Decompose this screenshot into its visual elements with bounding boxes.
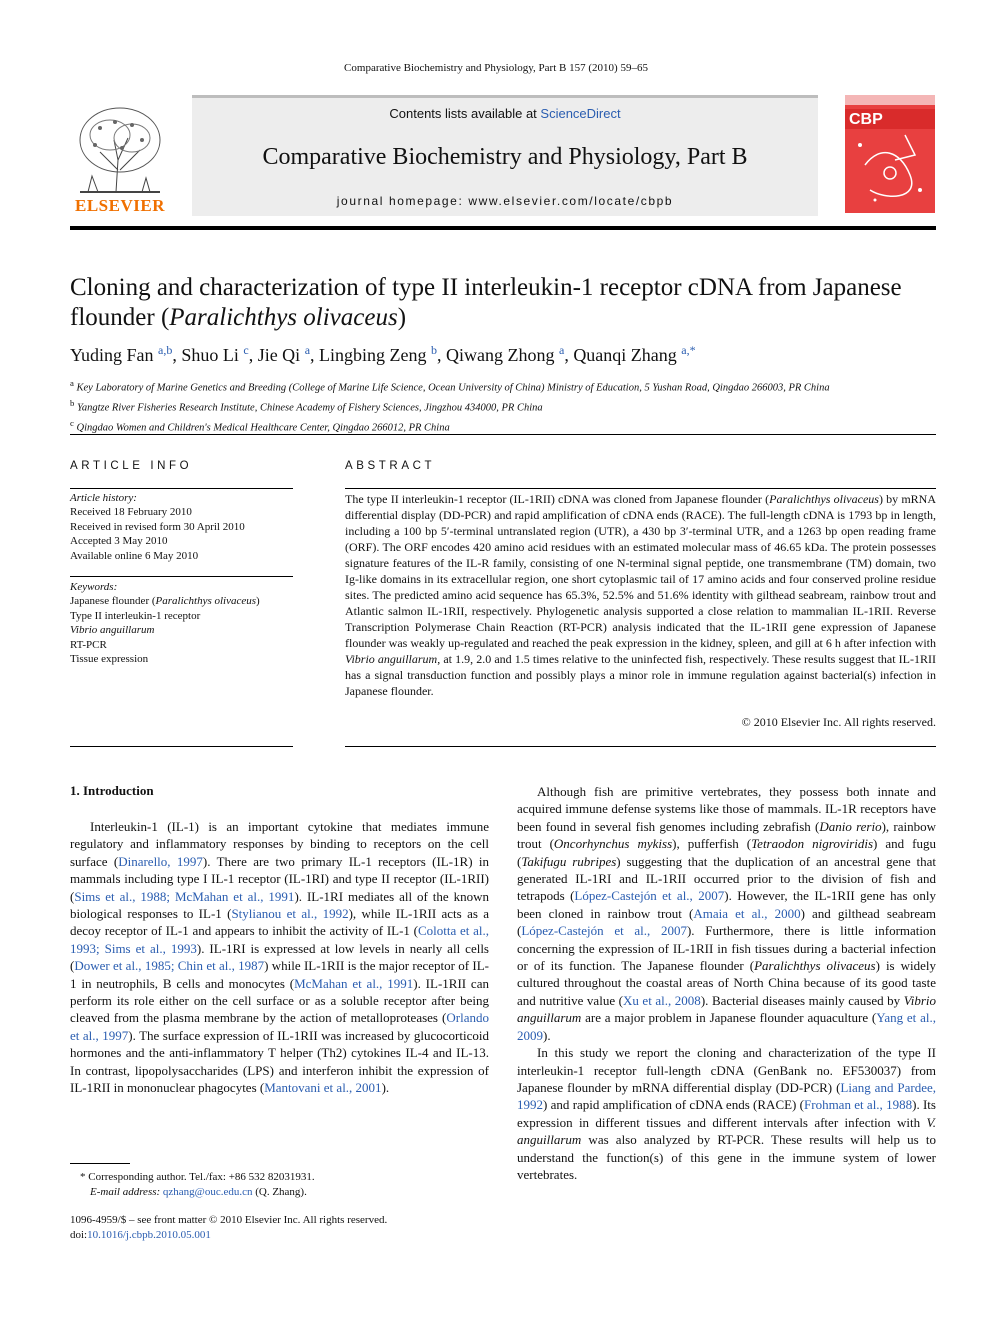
sciencedirect-link[interactable]: ScienceDirect xyxy=(540,106,621,121)
email-suffix: (Q. Zhang). xyxy=(252,1186,307,1198)
email-label: E-mail address: xyxy=(90,1186,163,1198)
keyword-species: Paralichthys olivaceus xyxy=(155,595,257,608)
keyword-text: Japanese flounder ( xyxy=(70,595,156,608)
corresponding-author-note xyxy=(80,1170,500,1200)
reference-link[interactable]: Yang et al., 2009 xyxy=(517,1010,936,1043)
abstract-text: , at 1.9, 2.0 and 1.5 times relative to the uninfected fish, respectively. These results suggest that IL-1RII has a signal transduction function and possibly plays a minor role in immune regulation against bacterial(s) infection in Japanese flounder. xyxy=(345,652,936,698)
corresponding-text: * Corresponding author. Tel./fax: +86 532 82031931. xyxy=(80,1171,315,1183)
affiliation-text: Key Laboratory of Marine Genetics and Breeding (College of Marine Life Science, Ocean University of China) Ministry of Education, 5 Yushan Road, Qingdao 266003, PR China xyxy=(76,382,830,394)
reference-link[interactable]: Xu et al., 2008 xyxy=(622,992,701,1008)
abstract-heading: ABSTRACT xyxy=(345,460,436,472)
affiliation-text: Yangtze River Fisheries Research Institute, Chinese Academy of Fishery Sciences, Jingzhou 434000, PR China xyxy=(77,402,543,414)
journal-name: Comparative Biochemistry and Physiology, Part B xyxy=(262,144,748,170)
author-name: Jie Qi xyxy=(257,345,301,365)
keywords xyxy=(70,580,293,666)
keywords-rule xyxy=(70,576,293,577)
keyword-text: ) xyxy=(256,595,260,608)
homepage-link[interactable]: www.elsevier.com/locate/cbpb xyxy=(468,194,674,208)
keyword: Vibrio anguillarum xyxy=(70,624,155,637)
author-affil[interactable]: b xyxy=(431,343,437,357)
affiliation-key: a xyxy=(70,378,74,388)
author-affil[interactable]: a,* xyxy=(681,343,696,357)
paragraph: Although fish are primitive vertebrates, they possess both innate and acquired immune defense systems like those of mammals. IL-1R receptors have been found in several fish genomes including zebrafish (Danio rerio), rainbow trout (Oncorhynchus mykiss), pufferfish (Tetraodon nigroviridis) and fugu (Takifugu rubripes) suggesting that the duplication of an ancestral gene that generated IL-1RI and IL-1RII occurred prior to the division of fish and tetrapods (López-Castejón et al., 2007). However, the IL-1RII gene has only been cloned in rainbow trout (Amaia et al., 2000) and gilthead seabream (López-Castejón et al., 2007). Furthermore, there is little information concerning the expression of IL-1RII in fish tissues during a bacterial infection or of its function. The Japanese flounder (Paralichthys olivaceus) is widely cultured throughout the coastal areas of North China because of its good taste and nutritive value (Xu et al., 2008). Bacterial diseases mainly caused by Vibrio anguillarum are a major problem in Japanese flounder aquaculture (Yang et al., 2009). xyxy=(517,784,937,1043)
author-list: Yuding Fan $^{a,b}$, Shuo Li $^c$, Jie Qi $^a$, Lingbing Zeng $^b$, Qiwang Zhong $^a$, Quanqi Zhang $^{a,*}$ xyxy=(70,343,696,365)
affiliation xyxy=(70,376,936,396)
affiliation-key: c xyxy=(70,418,74,428)
reference-link[interactable]: Dinarello, 1997 xyxy=(118,853,203,869)
affiliation xyxy=(70,416,936,436)
title-species: Paralichthys olivaceus xyxy=(169,304,398,331)
abstract-body xyxy=(345,491,936,699)
reference-link[interactable]: McMahan et al., 1991 xyxy=(294,975,414,991)
doi-line xyxy=(70,1228,510,1243)
affiliations xyxy=(70,376,936,436)
doi-label: doi: xyxy=(70,1229,88,1241)
affiliation xyxy=(70,396,936,416)
article-info-bottom-rule xyxy=(70,746,293,747)
front-matter xyxy=(70,1213,510,1243)
body-column-left xyxy=(70,818,489,1097)
journal-homepage xyxy=(192,194,818,208)
article-info-rule xyxy=(70,488,293,489)
affiliation-rule xyxy=(70,434,936,435)
issn-line: 1096-4959/$ – see front matter © 2010 Elsevier Inc. All rights reserved. xyxy=(70,1214,388,1226)
reference-link[interactable]: Sims et al., 1988; McMahan et al., 1991 xyxy=(74,888,295,904)
reference-link[interactable]: Orlando et al., 1997 xyxy=(70,1010,489,1043)
article-info-heading: ARTICLE INFO xyxy=(70,460,193,472)
affiliation-key: b xyxy=(70,398,75,408)
abstract-bottom-rule xyxy=(345,746,936,747)
reference-link[interactable]: López-Castejón et al., 2007 xyxy=(574,888,725,904)
contents-line xyxy=(192,106,818,121)
footnote-rule xyxy=(70,1163,130,1164)
author-name: Lingbing Zeng xyxy=(319,345,427,365)
reference-link[interactable]: Dower et al., 1985; Chin et al., 1987 xyxy=(74,958,265,974)
abstract-species: Vibrio anguillarum xyxy=(345,652,438,666)
author-name: Quanqi Zhang xyxy=(573,345,677,365)
doi-link[interactable]: 10.1016/j.cbpb.2010.05.001 xyxy=(87,1229,211,1241)
keyword: Type II interleukin-1 receptor xyxy=(70,609,201,622)
title-text-2: ) xyxy=(397,304,407,331)
affiliation-text: Qingdao Women and Children's Medical Healthcare Center, Qingdao 266012, PR China xyxy=(76,422,450,434)
homepage-prefix: journal homepage: xyxy=(336,194,469,208)
keyword: RT-PCR xyxy=(70,638,107,651)
history-item: Received 18 February 2010 xyxy=(70,506,192,519)
journal-banner xyxy=(192,95,818,216)
email-link[interactable]: qzhang@ouc.edu.cn xyxy=(162,1186,253,1198)
keywords-label: Keywords: xyxy=(70,581,118,593)
reference-link[interactable]: Amaia et al., 2000 xyxy=(693,905,801,921)
paragraph: Interleukin-1 (IL-1) is an important cytokine that mediates immune regulatory and inflammatory responses by binding to receptors on the cell surface (Dinarello, 1997). There are two primary IL-1 receptors (IL-1R) in mammals including type I IL-1 receptor (IL-1RI) and type II receptor (IL-1RII) (Sims et al., 1988; McMahan et al., 1991). IL-1RI mediates all of the known biological responses to IL-1 (Stylianou et al., 1992), while IL-1RII acts as a decoy receptor of IL-1 and appears to inhibit the activity of IL-1 (Colotta et al., 1993; Sims et al., 1993). IL-1RI is expressed at low levels in nearly all cells (Dower et al., 1985; Chin et al., 1987) while IL-1RII is the major receptor of IL-1 in neutrophils, B cells and monocytes (McMahan et al., 1991). IL-1RII can perform its role either on the cell surface or as a soluble receptor after being cleaved from the plasma membrane by the action of metalloproteases (Orlando et al., 1997). The surface expression of IL-1RII was increased by glucocorticoid hormones and the anti-inflammatory T helper (Th2) cytokines IL-4 and IL-13. In contrast, lipopolysaccharides (LPS) and interferon inhibit the expression of IL-1RII in mononuclear phagocytes (Mantovani et al., 2001). xyxy=(70,819,490,1096)
reference-link[interactable]: López-Castejón et al., 2007 xyxy=(521,923,687,939)
article-history xyxy=(70,491,293,563)
email-line xyxy=(80,1185,500,1200)
keyword: Tissue expression xyxy=(70,653,149,666)
abstract-text: The type II interleukin-1 receptor (IL-1RII) cDNA was cloned from Japanese flounder ( xyxy=(345,492,770,506)
journal-cover-image xyxy=(845,95,935,213)
abstract-text: ) by mRNA differential display (DD-PCR) and rapid amplification of cDNA ends (RACE). The full-length cDNA is 1793 bp in length, including a 100 bp 5′-terminal untranslated region (UTR), a 430 bp 3′-terminal UTR, and a 1263 bp open reading frame (ORF). The ORF encodes 420 amino acid residues with an estimated molecular mass of 46.65 kDa. The protein possesses signature features of the IL-R family, consisting of one N-terminal signal peptide, one transmembrane (TM) domain, two Ig-like domains in its extracellular region, one short cytoplasmic tail of 17 amino acids and four conserved proline residue sites. The predicted amino acid sequence has 65.3%, 52.5% and 51.6% identity with gilthead seabream, rainbow trout and Atlantic salmon IL-1RII, respectively. Phylogenetic analysis supported a close relation to mammalian IL-1RII. Reverse Transcription Polymerase Chain Reaction (RT-PCR) analysis indicated that the IL-1RII gene expression of Japanese flounder was weakly up-regulated and reached the peak expression in the kidney, spleen, and gill at 6 h after infection with xyxy=(345,492,936,650)
reference-link[interactable]: Mantovani et al., 2001 xyxy=(264,1080,382,1096)
history-item: Received in revised form 30 April 2010 xyxy=(70,520,245,533)
author-affil[interactable]: a xyxy=(558,343,565,357)
section-heading-introduction: 1. Introduction xyxy=(70,783,154,798)
abstract-species: Paralichthys olivaceus xyxy=(769,492,879,506)
reference-link[interactable]: Stylianou et al., 1992 xyxy=(231,906,349,922)
author-name: Yuding Fan xyxy=(70,345,154,365)
author-name: Qiwang Zhong xyxy=(446,345,555,365)
author-affil[interactable]: c xyxy=(243,343,249,357)
author-affil[interactable]: a,b xyxy=(158,343,173,357)
title-text-1: Cloning and characterization of type II interleukin-1 receptor cDNA from Japanese flounder ( xyxy=(70,274,902,331)
reference-link[interactable]: Liang and Pardee, 1992 xyxy=(517,1079,937,1113)
header-rule xyxy=(70,226,936,230)
abstract-rule xyxy=(345,488,936,489)
contents-prefix: Contents lists available at xyxy=(389,106,541,121)
cover-label: CBP xyxy=(849,111,883,128)
author-name: Shuo Li xyxy=(181,345,239,365)
author-affil[interactable]: a xyxy=(304,343,311,357)
history-item: Available online 6 May 2010 xyxy=(70,549,199,562)
journal-citation: Comparative Biochemistry and Physiology, Part B 157 (2010) 59–65 xyxy=(344,62,648,74)
history-item: Accepted 3 May 2010 xyxy=(70,535,168,548)
abstract-copyright: © 2010 Elsevier Inc. All rights reserved. xyxy=(741,715,936,729)
reference-link[interactable]: Colotta et al., 1993; Sims et al., 1993 xyxy=(70,923,490,956)
history-label: Article history: xyxy=(70,492,137,504)
elsevier-wordmark: ELSEVIER xyxy=(75,196,165,215)
paragraph: In this study we report the cloning and characterization of the type II interleukin-1 receptor full-length cDNA (GenBank no. EF530037) from Japanese flounder by mRNA differential display (DD-PCR) (Liang and Pardee, 1992) and rapid amplification of cDNA ends (RACE) (Frohman et al., 1988). Its expression in different tissues and different intervals after infection with V. anguillarum was also analyzed by RT-PCR. These results will help us to understand the function(s) of this gene in the immune system of lower vertebrates. xyxy=(517,1045,937,1182)
reference-link[interactable]: Frohman et al., 1988 xyxy=(804,1097,913,1113)
body-column-right xyxy=(517,783,936,1183)
article-title xyxy=(70,273,936,333)
keyword xyxy=(70,594,293,608)
